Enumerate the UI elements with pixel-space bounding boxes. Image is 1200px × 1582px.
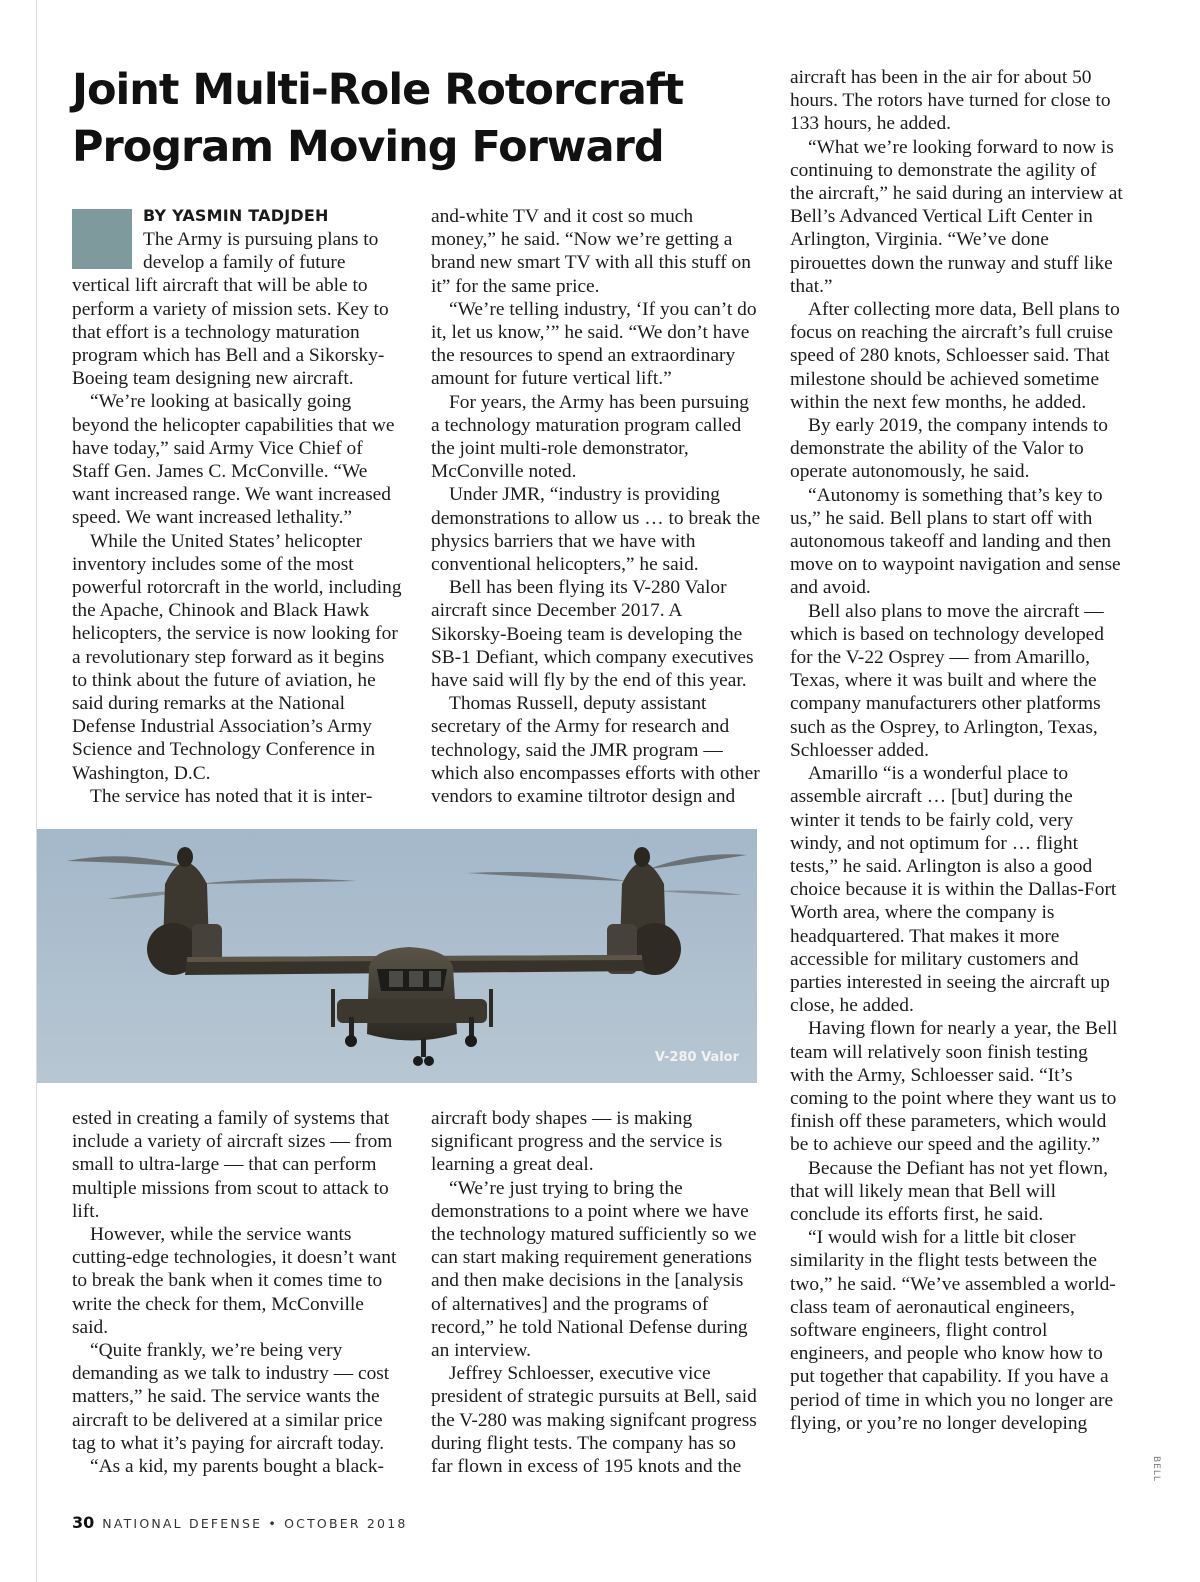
column-1-upper bbox=[72, 205, 402, 808]
column-2-lower bbox=[431, 1107, 761, 1478]
paragraph: “Autonomy is something that’s key to us,” he said. Bell plans to start off with autonomous takeoff and landing and then move on to waypoint navigation and sense and avoid. bbox=[790, 484, 1121, 599]
paragraph: Under JMR, “industry is providing demonstrations to allow us … to break the physics barriers that we have with conventional helicopters,” he said. bbox=[431, 484, 761, 576]
photo-credit: BELL bbox=[1151, 1456, 1161, 1482]
v280-aircraft-illustration bbox=[37, 829, 757, 1083]
paragraph: “We’re looking at basically going beyond the helicopter capabilities that we have today,” said Army Vice Chief of Staff Gen. James C. McConville. “We want increased range. We want increased speed. We want increased lethality.” bbox=[72, 391, 395, 529]
page-footer bbox=[72, 1513, 408, 1532]
paragraph: However, while the service wants cutting-edge technologies, it doesn’t want to break the bank when it comes time to write the check for them, McConville said. bbox=[72, 1224, 397, 1338]
paragraph: Because the Defiant has not yet flown, that will likely mean that Bell will conclude its efforts first, he said. bbox=[790, 1157, 1108, 1225]
paragraph: The service has noted that it is inter- bbox=[90, 785, 373, 807]
article-headline: Joint Multi-Role Rotorcraft Program Moving Forward bbox=[72, 65, 684, 172]
page-number: 30 bbox=[72, 1513, 95, 1532]
column-3 bbox=[790, 66, 1123, 1435]
paragraph: Bell has been flying its V-280 Valor aircraft since December 2017. A Sikorsky-Boeing team is developing the SB-1 Defiant, which company executives have said will fly by the end of this year. bbox=[431, 577, 754, 692]
byline: BY YASMIN TADJDEH bbox=[143, 206, 329, 225]
paragraph: “As a kid, my parents bought a black- bbox=[90, 1456, 385, 1478]
paragraph: and-white TV and it cost so much money,” he said. “Now we’re getting a brand new smart TV with all this stuff on it” for the same price. bbox=[431, 206, 751, 297]
paragraph: “Quite frankly, we’re being very demanding as we talk to industry — cost matters,” he said. The service wants the aircraft to be delivered at a similar price tag to what it’s paying for aircraft today. bbox=[72, 1340, 390, 1454]
paragraph: “What we’re looking forward to now is continuing to demonstrate the agility of the aircraft,” he said during an interview at Bell’s Advanced Vertical Lift Center in Arlington, Virginia. “We’ve done pirouettes down the runway and stuff like that.” bbox=[790, 136, 1123, 297]
paragraph: Bell also plans to move the aircraft — which is based on technology developed for the V-22 Osprey — from Amarillo, Texas, where it was built and where the company manufacturers other platforms such as the Osprey, to Arlington, Texas, Schloesser added. bbox=[790, 600, 1104, 761]
paragraph: Having flown for nearly a year, the Bell team will relatively soon finish testing with the Army, Schloesser said. “It’s coming to the point where they want us to finish off these parameters, which would be to achieve our speed and the agility.” bbox=[790, 1018, 1118, 1156]
paragraph: By early 2019, the company intends to demonstrate the ability of the Valor to operate autonomously, he said. bbox=[790, 415, 1108, 483]
paragraph: The Army is pursuing plans to develop a family of future vertical lift aircraft that will be able to perform a variety of mission sets. Key to that effort is a technology maturation program which has Bell and a Sikorsky-Boeing team designing new aircraft. bbox=[72, 229, 389, 390]
paragraph: After collecting more data, Bell plans to focus on reaching the aircraft’s full cruise speed of 280 knots, Schloesser said. That milestone should be achieved sometime within the next few months, he added. bbox=[790, 299, 1120, 413]
paragraph: Thomas Russell, deputy assistant secretary of the Army for research and technology, said the JMR program — which also encompasses efforts with other vendors to examine tiltrotor design and bbox=[431, 693, 760, 808]
paragraph: “I would wish for a little bit closer similarity in the flight tests between the two,” he said. “We’ve assembled a world-class team of aeronautical engineers, software engineers, flight control engineers, and people who know how to put together that capability. If you have a period of time in which you no longer are flying, or you’re no longer developing bbox=[790, 1227, 1116, 1434]
column-1-lower bbox=[72, 1107, 402, 1478]
page-margin-rule bbox=[36, 0, 37, 1582]
lede-color-block bbox=[72, 209, 132, 269]
paragraph: While the United States’ helicopter inventory includes some of the most powerful rotorcraft in the world, including the Apache, Chinook and Black Hawk helicopters, the service is now looking for a revolutionary step forward as it begins to think about the future of aviation, he said during remarks at the National Defense Industrial Association’s Army Science and Technology Conference in Washington, D.C. bbox=[72, 530, 402, 784]
paragraph: Amarillo “is a wonderful place to assemble aircraft … [but] during the winter it tends to be fairly cold, very windy, and not optimum for … flight tests,” he said. Arlington is also a good choice because it is within the Dallas-Fort Worth area, where the company is headquartered. That makes it more accessible for military customers and parties interested in seeing the aircraft up close, he added. bbox=[790, 763, 1117, 1017]
column-2-upper bbox=[431, 205, 761, 808]
paragraph: aircraft has been in the air for about 50 hours. The rotors have turned for close to 133 hours, he added. bbox=[790, 67, 1111, 135]
paragraph: For years, the Army has been pursuing a technology maturation program called the joint multi-role demonstrator, McConville noted. bbox=[431, 391, 749, 483]
photo-caption: V-280 Valor bbox=[654, 1050, 739, 1065]
paragraph: Jeffrey Schloesser, executive vice president of strategic pursuits at Bell, said the V-280 was making signifcant progress during flight tests. The company has so far flown in excess of 195 knots and the bbox=[431, 1363, 757, 1478]
paragraph: “We’re telling industry, ‘If you can’t do it, let us know,’” he said. “We don’t have the resources to spend an extraordinary amount for future vertical lift.” bbox=[431, 298, 757, 390]
paragraph: “We’re just trying to bring the demonstrations to a point where we have the technology matured sufficiently so we can start making requirement generations and then make decisions in the [analysis of alternatives] and the programs of record,” he told National Defense during an interview. bbox=[431, 1177, 757, 1362]
paragraph: aircraft body shapes — is making significant progress and the service is learning a great deal. bbox=[431, 1108, 723, 1176]
v280-photo bbox=[37, 829, 757, 1083]
paragraph: ested in creating a family of systems that include a variety of aircraft sizes — from small to ultra-large — that can perform multiple missions from scout to attack to lift. bbox=[72, 1108, 393, 1222]
publication-info: NATIONAL DEFENSE • OCTOBER 2018 bbox=[102, 1516, 408, 1531]
